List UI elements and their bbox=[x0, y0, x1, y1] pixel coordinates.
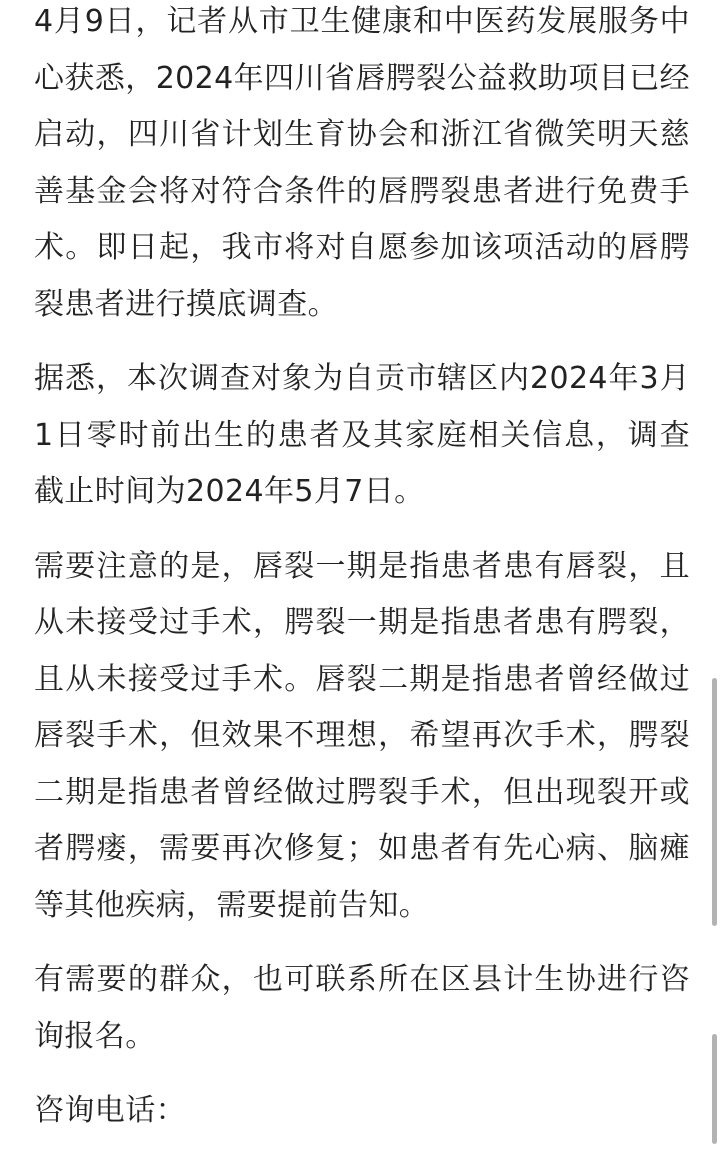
paragraph-survey-scope: 据悉，本次调查对象为自贡市辖区内2024年3月1日零时前出生的患者及其家庭相关信息，调查截止时间为2024年5月7日。 bbox=[34, 361, 690, 509]
scrollbar-thumb-secondary[interactable] bbox=[712, 1034, 717, 1144]
paragraph-registration: 有需要的群众，也可联系所在区县计生协进行咨询报名。 bbox=[34, 962, 690, 1054]
article-body bbox=[34, 0, 690, 1158]
paragraph-project-launch: 4月9日，记者从市卫生健康和中医药发展服务中心获悉，2024年四川省唇腭裂公益救助项目已经启动，四川省计划生育协会和浙江省微笑明天慈善基金会将对符合条件的唇腭裂患者进行免费手术。即日起，我市将对自愿参加该项活动的唇腭裂患者进行摸底调查。 bbox=[34, 4, 690, 322]
contact-phone-label: 咨询电话： bbox=[34, 1093, 186, 1128]
paragraph-definitions-notice: 需要注意的是，唇裂一期是指患者患有唇裂，且从未接受过手术，腭裂一期是指患者患有腭裂，且从未接受过手术。唇裂二期是指患者曾经做过唇裂手术，但效果不理想，希望再次手术，腭裂二期是指患者曾经做过腭裂手术，但出现裂开或者腭瘘，需要再次修复；如患者有先心病、脑瘫等其他疾病，需要提前告知。 bbox=[34, 548, 690, 923]
scrollbar-thumb[interactable] bbox=[712, 678, 717, 926]
